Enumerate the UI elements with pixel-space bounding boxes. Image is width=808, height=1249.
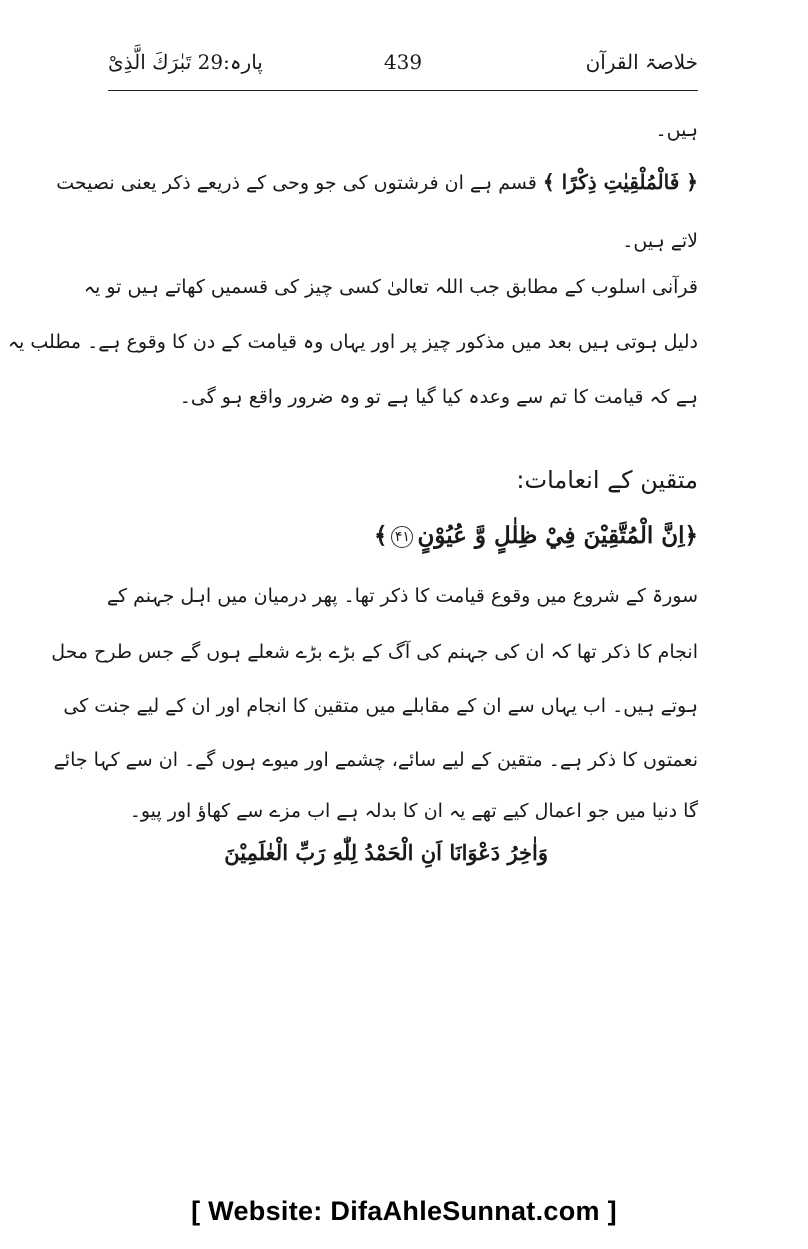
section-heading: متقین کے انعامات:	[516, 466, 698, 494]
ayah-quote	[374, 522, 698, 549]
text-line: ہیں۔	[655, 119, 698, 141]
text-line: دلیل ہوتی ہیں بعد میں مذکور چیز پر اور یہاں وہ قیامت کے دن کا وقوع ہے۔ مطلب یہ	[7, 331, 698, 353]
text-line: لاتے ہیں۔	[622, 230, 698, 252]
closing-dua: وَاٰخِرُ دَعْوَانَا اَنِ الْحَمْدُ لِلّٰهِ رَبِّ الْعٰلَمِيْنَ	[224, 840, 548, 865]
quran-quote: ﴿ فَالْمُلْقِيٰتِ ذِكْرًا ﴾	[542, 170, 698, 194]
ayah-number-marker: ۴۱	[391, 526, 413, 548]
text-line: ہے کہ قیامت کا تم سے وعدہ کیا گیا ہے تو وہ ضرور واقع ہو گی۔	[179, 386, 698, 408]
text-line: قرآنی اسلوب کے مطابق جب اللہ تعالیٰ کسی چیز کی قسمیں کھاتے ہیں تو یہ	[83, 276, 698, 298]
juz-label: پارہ:	[223, 50, 263, 74]
text-line: گا دنیا میں جو اعمال کیے تھے یہ ان کا بدلہ ہے اب مزے سے کھاؤ اور پیو۔	[129, 800, 698, 822]
ayah-close-bracket: ﴾	[373, 522, 388, 549]
translation-text: قسم ہے ان فرشتوں کی جو وحی کے ذریعے ذکر یعنی نصیحت	[56, 172, 537, 194]
page-header	[108, 46, 698, 91]
website-footer: [ Website: DifaAhleSunnat.com ]	[191, 1196, 617, 1226]
juz-number: 29	[197, 50, 224, 74]
juz-info	[108, 50, 263, 74]
page-number: 439	[383, 50, 423, 74]
text-line: ہوتے ہیں۔ اب یہاں سے ان کے مقابلے میں متقین کا انجام اور ان کے لیے جنت کی	[63, 695, 698, 717]
ayah-text: ﴿اِنَّ الْمُتَّقِيْنَ فِيْ ظِلٰلٍ وَّ عُيُوْنٍ	[417, 522, 698, 549]
juz-name: تَبٰرَكَ الَّذِىْ	[108, 50, 192, 74]
text-line	[56, 170, 698, 194]
book-title: خلاصۃ القرآن	[585, 50, 698, 74]
text-line: نعمتوں کا ذکر ہے۔ متقین کے لیے سائے، چشمے اور میوے ہوں گے۔ ان سے کہا جائے	[53, 749, 698, 771]
text-line: انجام کا ذکر تھا کہ ان کی جہنم کی آگ کے بڑے بڑے شعلے ہوں گے جس طرح محل	[51, 641, 698, 663]
text-line: سورۃ کے شروع میں وقوع قیامت کا ذکر تھا۔ پھر درمیان میں اہل جہنم کے	[106, 585, 698, 607]
